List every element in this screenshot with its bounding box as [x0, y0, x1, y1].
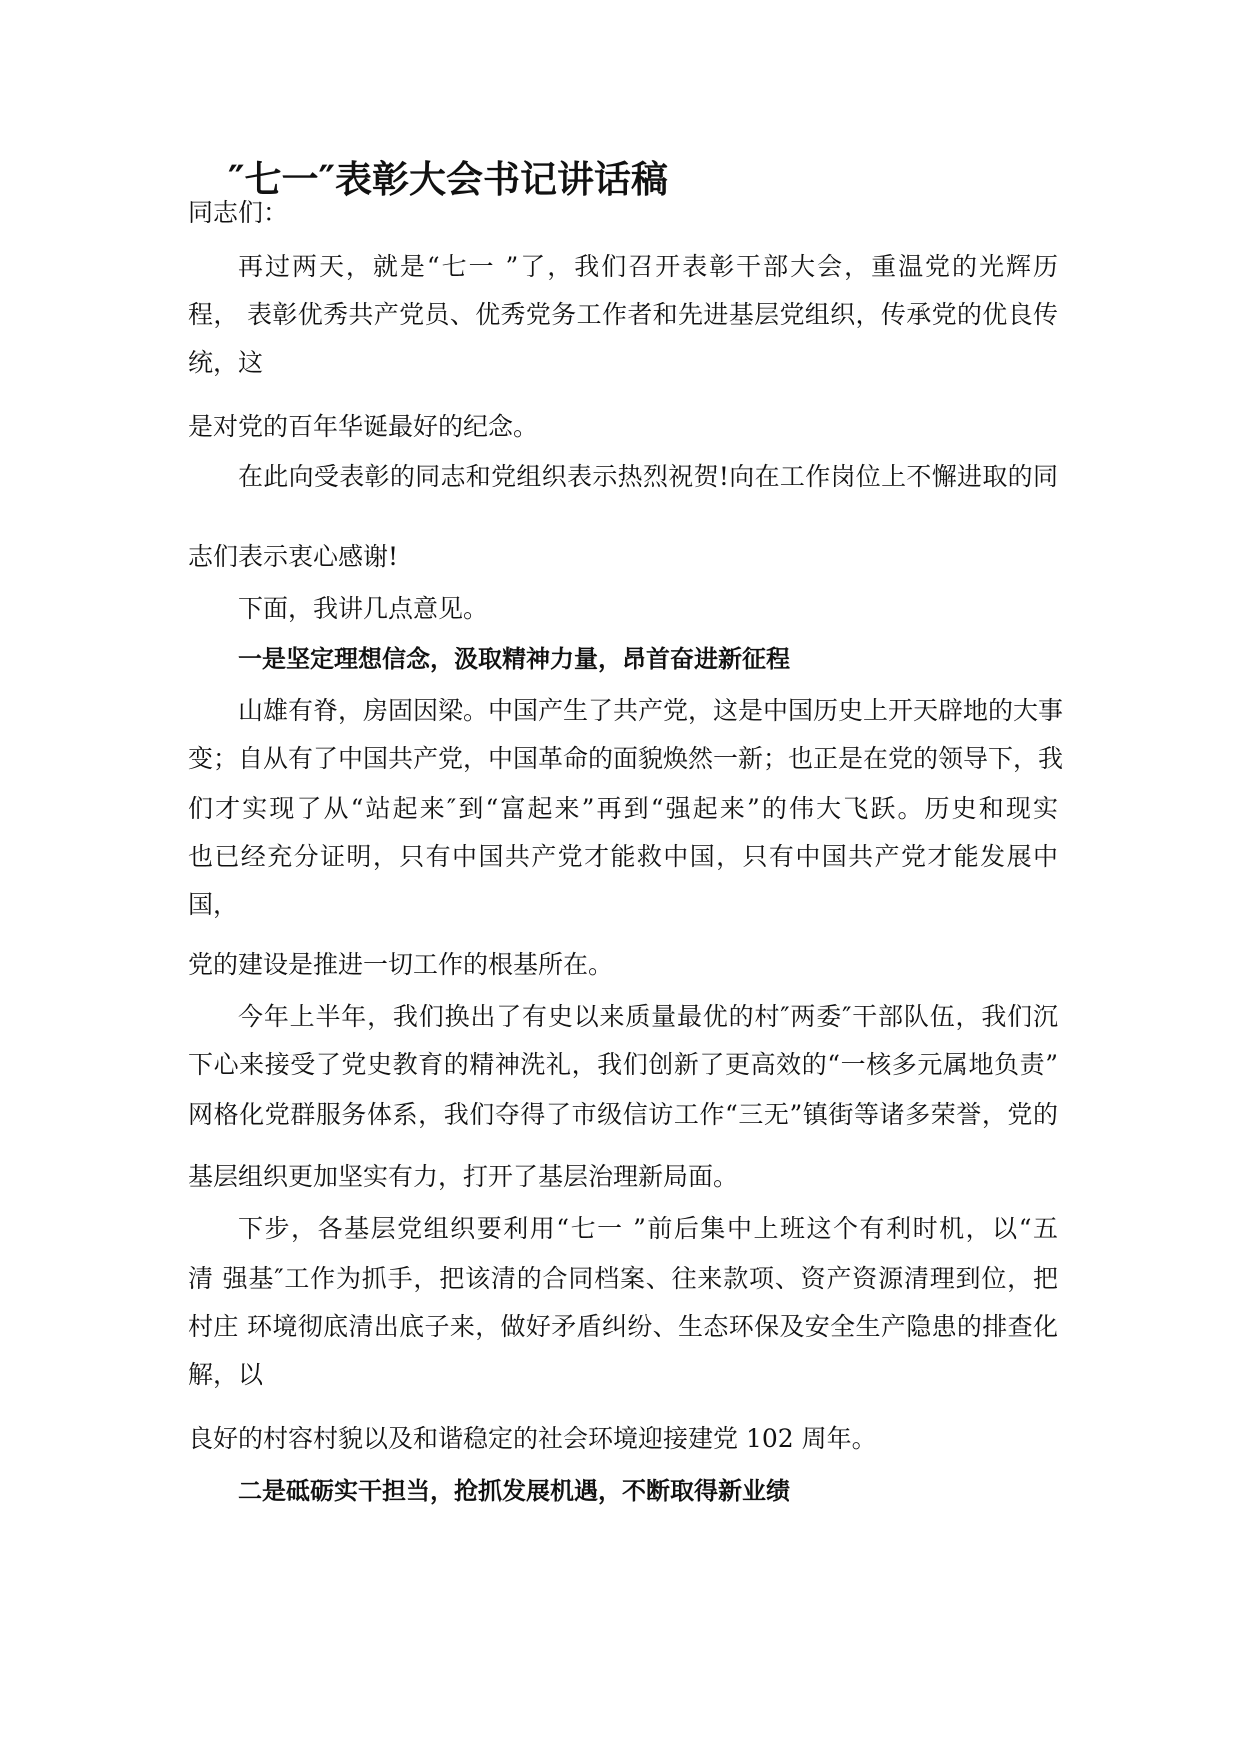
paragraph-line: 在此向受表彰的同志和党组织表示热烈祝贺!向在工作岗位上不懈进取的同 — [238, 462, 1058, 491]
paragraph-line: 再过两天，就是“七一 ”了，我们召开表彰干部大会，重温党的光辉历 — [238, 252, 1058, 281]
salutation: 同志们： — [188, 198, 289, 227]
paragraph-line: 解，以 — [188, 1360, 264, 1389]
paragraph-line: 国， — [188, 890, 239, 919]
paragraph-line: 程， 表彰优秀共产党员、优秀党务工作者和先进基层党组织，传承党的优良传 — [188, 300, 1058, 329]
paragraph-line: 下面，我讲几点意见。 — [238, 594, 489, 623]
section-heading: 一是坚定理想信念，汲取精神力量，昂首奋进新征程 — [238, 645, 790, 673]
paragraph-line: 山雄有脊，房固因梁。中国产生了共产党，这是中国历史上开天辟地的大事 — [238, 696, 1064, 725]
paragraph-line: 网格化党群服务体系，我们夺得了市级信访工作“三无”镇街等诸多荣誉，党的 — [188, 1100, 1058, 1129]
section-heading: 二是砥砺实干担当，抢抓发展机遇，不断取得新业绩 — [238, 1477, 790, 1505]
paragraph-line: 统，这 — [188, 348, 264, 377]
paragraph-line: 下步，各基层党组织要利用“七一 ”前后集中上班这个有利时机，以“五 — [238, 1214, 1058, 1243]
paragraph-line: 清 强基″工作为抓手，把该清的合同档案、往来款项、资产资源清理到位，把 — [188, 1264, 1058, 1293]
paragraph-line: 变；自从有了中国共产党，中国革命的面貌焕然一新；也正是在党的领导下，我 — [188, 744, 1064, 773]
paragraph-line: 党的建设是推进一切工作的根基所在。 — [188, 950, 614, 979]
paragraph-line: 也已经充分证明，只有中国共产党才能救中国，只有中国共产党才能发展中 — [188, 842, 1058, 871]
paragraph-line: 下心来接受了党史教育的精神洗礼，我们创新了更高效的“一核多元属地负责” — [188, 1050, 1058, 1079]
page-title: ″七一″表彰大会书记讲话稿 — [228, 158, 669, 201]
paragraph-line: 志们表示衷心感谢! — [188, 542, 399, 571]
paragraph-line: 基层组织更加坚实有力，打开了基层治理新局面。 — [188, 1162, 739, 1191]
paragraph-line: 今年上半年，我们换出了有史以来质量最优的村″两委″干部队伍，我们沉 — [238, 1002, 1058, 1031]
paragraph-line: 良好的村容村貌以及和谐稳定的社会环境迎接建党 102 周年。 — [188, 1424, 877, 1453]
paragraph-line: 们才实现了从“站起来″到“富起来”再到“强起来”的伟大飞跃。历史和现实 — [188, 794, 1058, 823]
paragraph-line: 是对党的百年华诞最好的纪念。 — [188, 412, 539, 441]
paragraph-line: 村庄 环境彻底清出底子来，做好矛盾纠纷、生态环保及安全生产隐患的排查化 — [188, 1312, 1058, 1341]
